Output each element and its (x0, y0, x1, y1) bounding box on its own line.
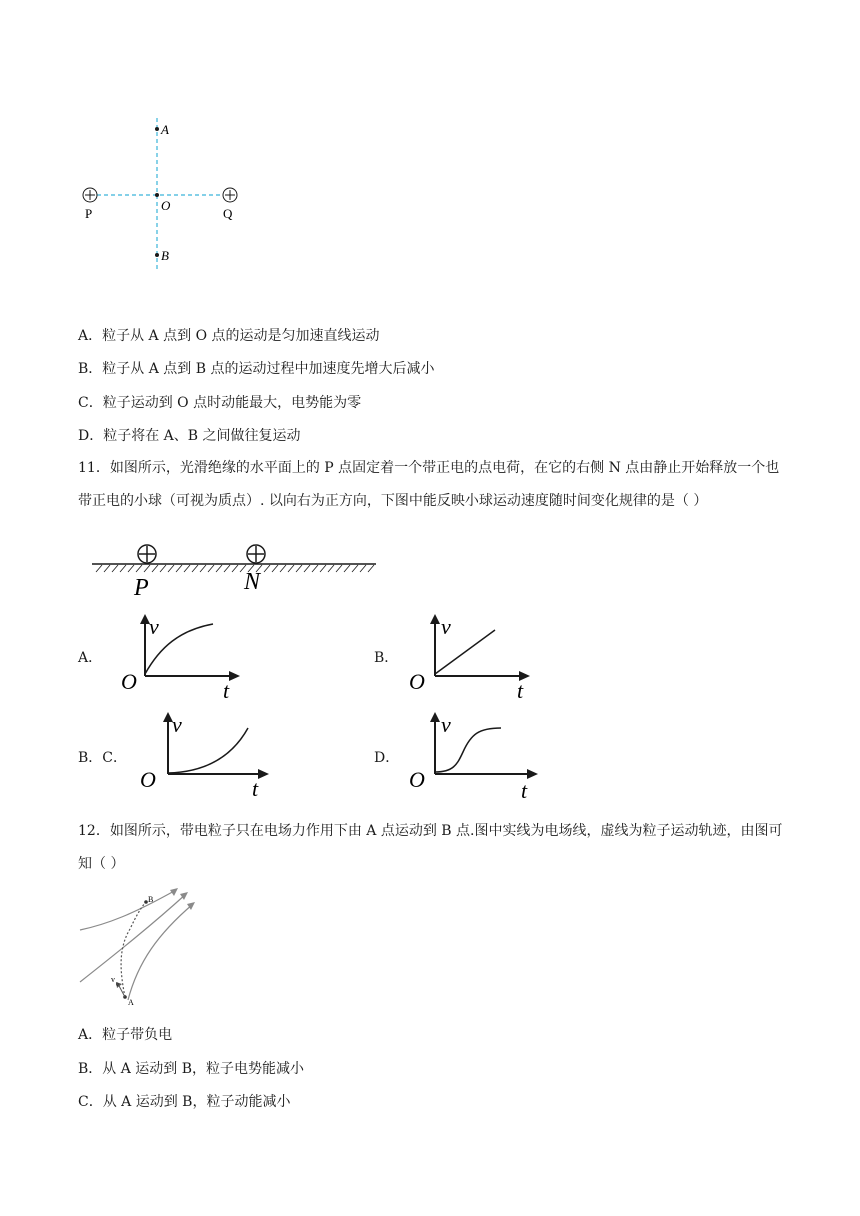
label-field-v: v (111, 975, 115, 984)
graph-option-a (115, 612, 255, 704)
label-plane-n: N (244, 569, 261, 595)
figure-field-lines (78, 884, 218, 1006)
q10-option-c: C．粒子运动到 O 点时动能最大，电势能为零 (78, 395, 362, 411)
q12-question-text: 12．如图所示，带电粒子只在电场力作用下由 A 点运动到 B 点.图中实线为电场线，虚线为粒子运动轨迹，由图可知（ ） (78, 823, 783, 872)
graph-a-v-label: v (149, 614, 159, 639)
field-line-bottom (128, 904, 193, 1000)
graph-c-t-label: t (252, 776, 259, 801)
graph-option-b (405, 612, 545, 704)
field-line-middle (80, 894, 186, 982)
graph-b-v-label: v (441, 614, 451, 639)
graph-b-t-label: t (517, 678, 524, 703)
graph-option-d (405, 710, 545, 802)
q12-option-b: B．从 A 运动到 B，粒子电势能减小 (78, 1061, 305, 1077)
figure-two-charges (75, 110, 255, 280)
q12-option-a: A．粒子带负电 (78, 1027, 173, 1043)
label-point-o: O (161, 198, 171, 213)
q11-option-a-label: A． (78, 650, 103, 666)
q11-option-b-label: B． (374, 650, 399, 666)
q11-option-c-label: B．C． (78, 750, 127, 766)
label-plane-p: P (134, 575, 149, 600)
graph-a-t-label: t (223, 678, 230, 703)
graph-d-o-label: O (409, 767, 425, 792)
q10-option-b: B．粒子从 A 点到 B 点的运动过程中加速度先增大后减小 (78, 361, 435, 377)
label-point-b: B (161, 248, 169, 263)
graph-c-v-label: v (172, 712, 182, 737)
label-field-a: A (128, 998, 134, 1006)
label-field-b: B (148, 895, 154, 904)
field-line-top (80, 890, 176, 930)
q10-option-a: A．粒子从 A 点到 O 点的运动是匀加速直线运动 (78, 328, 380, 344)
label-charge-p: P (85, 206, 93, 221)
graph-c-o-label: O (140, 767, 156, 792)
q11-question-text: 11．如图所示，光滑绝缘的水平面上的 P 点固定着一个带正电的点电荷，在它的右侧 N 点由静止开始释放一个也带正电的小球（可视为质点）. 以向右为正方向，下图中能反映小球运动速度随时间变化规律的是（ ） (78, 460, 780, 509)
label-charge-q: Q (223, 206, 233, 221)
q10-option-d: D．粒子将在 A、B 之间做往复运动 (78, 428, 301, 444)
graph-option-c (138, 710, 278, 802)
graph-d-v-label: v (441, 712, 451, 737)
graph-b-o-label: O (409, 669, 425, 694)
graph-a-o-label: O (121, 669, 137, 694)
label-field-v0: 0 (116, 983, 119, 988)
q11-option-d-label: D． (374, 750, 400, 766)
figure-plane-charges (88, 538, 383, 600)
q12-option-c: C．从 A 运动到 B，粒子动能减小 (78, 1094, 291, 1110)
label-point-a: A (161, 122, 169, 137)
graph-d-t-label: t (521, 778, 528, 802)
